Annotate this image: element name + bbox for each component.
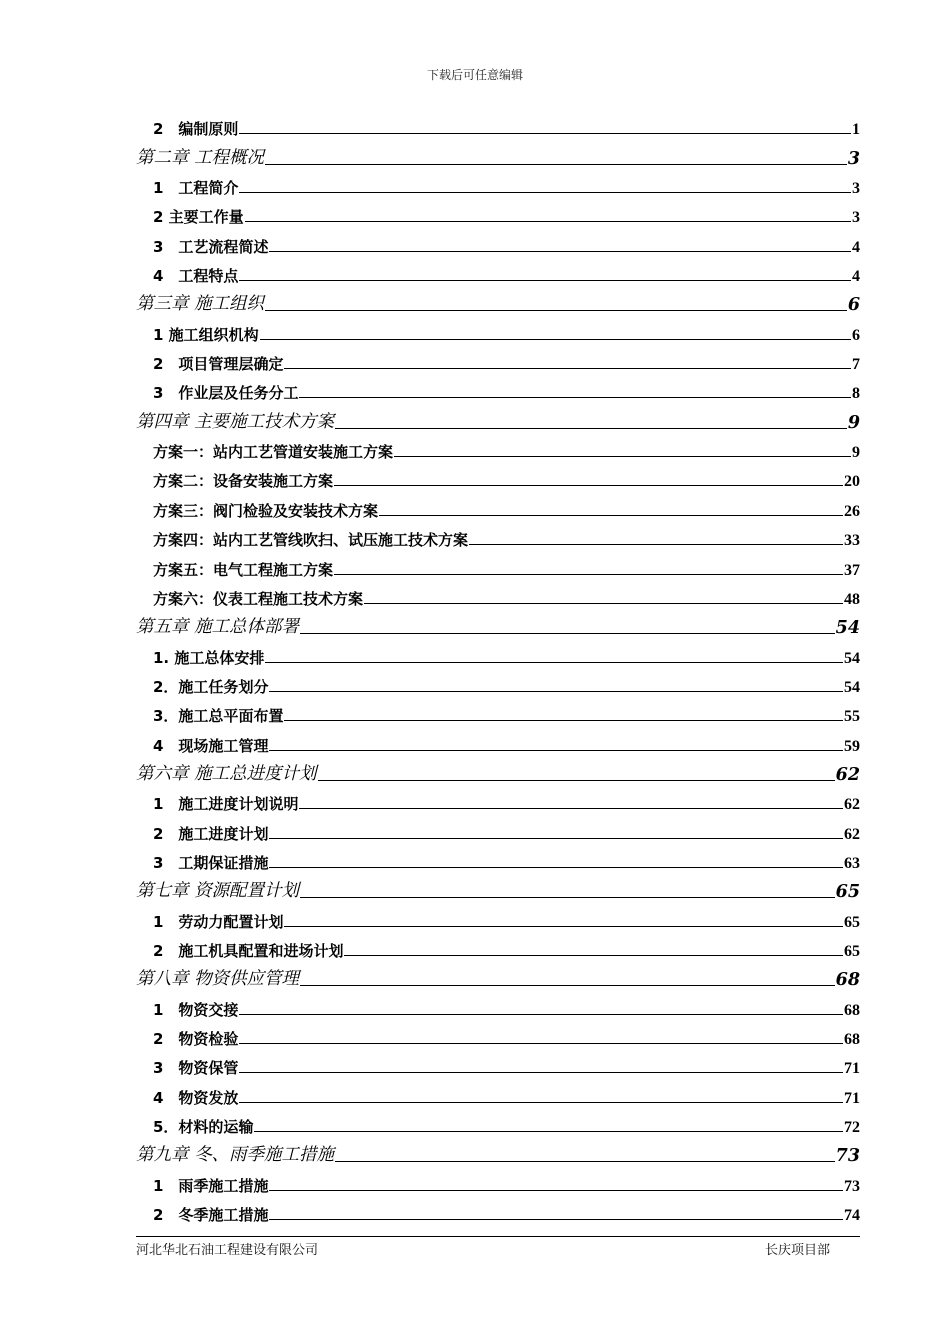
toc-page-number: 4 [852, 268, 860, 286]
toc-leader-line [269, 691, 843, 692]
toc-entry-title: 2 施工进度计划 [153, 824, 269, 843]
toc-leader-line [284, 720, 843, 721]
toc-leader-line [269, 251, 851, 252]
toc-leader-line [239, 1102, 843, 1103]
toc-entry-title: 第三章 施工组织 [136, 294, 265, 315]
toc-page-number: 33 [844, 532, 860, 550]
toc-page-number: 54 [844, 649, 860, 667]
toc-page-number: 71 [844, 1089, 860, 1107]
toc-section-entry[interactable] [136, 844, 860, 873]
toc-entry-title: 1 雨季施工措施 [153, 1176, 269, 1195]
toc-leader-line [260, 339, 851, 340]
toc-entry-title: 2 物资检验 [153, 1030, 239, 1048]
toc-leader-line [239, 1043, 843, 1044]
page-footer [136, 1239, 860, 1258]
toc-page-number: 74 [844, 1207, 860, 1225]
toc-entry-title: 5．材料的运输 [153, 1118, 254, 1137]
toc-section-entry[interactable] [136, 110, 860, 139]
toc-entry-title: 第九章 冬、雨季施工措施 [136, 1145, 335, 1166]
toc-page-number: 63 [844, 854, 860, 872]
toc-entry-title: 2 主要工作量 [153, 208, 244, 227]
toc-leader-line [254, 1131, 843, 1132]
toc-leader-line [394, 456, 851, 457]
toc-leader-line [239, 1014, 843, 1015]
toc-entry-title: 方案三：阀门检验及安装技术方案 [153, 501, 379, 520]
toc-section-entry[interactable] [136, 726, 860, 755]
toc-section-entry[interactable] [136, 550, 860, 579]
toc-entry-title: 方案一：站内工艺管道安装施工方案 [153, 443, 394, 462]
toc-chapter-entry[interactable] [136, 403, 860, 432]
toc-page-number: 65 [835, 882, 860, 903]
toc-section-entry[interactable] [136, 990, 860, 1019]
toc-page-number: 48 [844, 590, 860, 608]
toc-page-number: 72 [844, 1119, 860, 1137]
toc-section-entry[interactable] [136, 785, 860, 814]
toc-leader-line [269, 750, 843, 751]
toc-entry-title: 1 工程简介 [153, 179, 239, 198]
toc-entry-title: 方案五：电气工程施工方案 [153, 560, 334, 579]
toc-section-entry[interactable] [136, 169, 860, 198]
toc-page-number: 65 [844, 913, 860, 931]
toc-entry-title: 3．施工总平面布置 [153, 707, 284, 726]
toc-page-number: 71 [844, 1060, 860, 1078]
toc-leader-line [284, 368, 851, 369]
toc-section-entry[interactable] [136, 1020, 860, 1049]
toc-page-number: 68 [844, 1031, 860, 1048]
toc-page-number: 59 [844, 737, 860, 755]
toc-page-number: 73 [844, 1177, 860, 1195]
toc-page-number: 3 [852, 209, 860, 227]
toc-entry-title: 方案四：站内工艺管线吹扫、试压施工技术方案 [153, 531, 469, 550]
toc-page-number: 62 [844, 796, 860, 814]
toc-section-entry[interactable] [136, 1078, 860, 1107]
toc-leader-line [364, 603, 843, 604]
toc-leader-line [299, 808, 843, 809]
toc-leader-line [334, 574, 843, 575]
toc-entry-title: 第七章 资源配置计划 [136, 881, 300, 902]
toc-page-number: 8 [852, 385, 860, 403]
footer-company: 河北华北石油工程建设有限公司 [136, 1243, 319, 1258]
toc-section-entry[interactable] [136, 1108, 860, 1137]
toc-entry-title: 2．施工任务划分 [153, 677, 269, 696]
toc-entry-title: 第五章 施工总体部署 [136, 617, 300, 638]
toc-entry-title: 4 现场施工管理 [153, 736, 269, 755]
toc-entry-title: 方案二：设备安装施工方案 [153, 472, 334, 491]
toc-section-entry[interactable] [136, 697, 860, 726]
toc-page-number: 37 [844, 561, 860, 579]
toc-page-number: 26 [844, 502, 860, 520]
toc-leader-line [265, 310, 847, 311]
toc-section-entry[interactable] [136, 315, 860, 344]
page-header: 下载后可任意编辑 [426, 68, 523, 82]
toc-leader-line [344, 955, 843, 956]
toc-entry-title: 3 作业层及任务分工 [153, 384, 299, 403]
toc-leader-line [245, 221, 851, 222]
toc-leader-line [284, 926, 843, 927]
toc-chapter-entry[interactable] [136, 609, 860, 638]
toc-section-entry[interactable] [136, 1166, 860, 1195]
toc-entry-title: 2 编制原则 [153, 120, 239, 139]
toc-section-entry[interactable] [136, 638, 860, 667]
toc-leader-line [318, 780, 835, 781]
toc-section-entry[interactable] [136, 374, 860, 403]
toc-page-number: 65 [844, 942, 860, 960]
toc-page-number: 1 [852, 121, 860, 139]
toc-entry-title: 第八章 物资供应管理 [136, 969, 300, 990]
toc-leader-line [269, 867, 843, 868]
toc-section-entry[interactable] [136, 1049, 860, 1078]
toc-leader-line [300, 897, 835, 898]
toc-leader-line [469, 544, 843, 545]
toc-entry-title: 1 施工组织机构 [153, 325, 259, 344]
toc-chapter-entry[interactable] [136, 1137, 860, 1166]
toc-entry-title: 1 施工进度计划说明 [153, 795, 299, 814]
toc-page-number: 68 [835, 970, 860, 991]
toc-page-number: 62 [844, 825, 860, 843]
toc-section-entry[interactable] [136, 902, 860, 931]
toc-section-entry[interactable] [136, 345, 860, 374]
toc-entry-title: 1 劳动力配置计划 [153, 912, 284, 931]
toc-page-number: 6 [852, 326, 860, 344]
toc-entry-title: 2 施工机具配置和进场计划 [153, 941, 344, 960]
toc-chapter-entry[interactable] [136, 139, 860, 168]
toc-section-entry[interactable] [136, 1196, 860, 1225]
toc-page-number: 3 [847, 148, 860, 169]
toc-section-entry[interactable] [136, 257, 860, 286]
toc-page-number: 62 [835, 764, 860, 785]
toc-entry-title: 4 物资发放 [153, 1088, 239, 1107]
toc-leader-line [265, 164, 847, 165]
toc-section-entry[interactable] [136, 227, 860, 256]
toc-chapter-entry[interactable] [136, 961, 860, 990]
toc-leader-line [239, 1072, 843, 1073]
toc-page-number: 9 [847, 412, 860, 433]
toc-entry-title: 1 物资交接 [153, 1000, 239, 1019]
toc-entry-title: 2 冬季施工措施 [153, 1206, 269, 1225]
toc-leader-line [335, 1161, 835, 1162]
toc-entry-title: 3 工期保证措施 [153, 853, 269, 872]
toc-leader-line [269, 1219, 843, 1220]
toc-leader-line [239, 280, 851, 281]
toc-section-entry[interactable] [136, 932, 860, 961]
toc-entry-title: 2 项目管理层确定 [153, 355, 284, 374]
toc-section-entry[interactable] [136, 491, 860, 520]
toc-page-number: 4 [852, 238, 860, 256]
toc-page-number: 9 [852, 444, 860, 462]
toc-section-entry[interactable] [136, 580, 860, 609]
toc-leader-line [269, 1190, 843, 1191]
toc-section-entry[interactable] [136, 521, 860, 550]
toc-entry-title: 1. 施工总体安排 [153, 648, 265, 667]
toc-leader-line [239, 192, 851, 193]
toc-section-entry[interactable] [136, 198, 860, 227]
toc-page-number: 54 [844, 678, 860, 696]
toc-page-number: 7 [852, 356, 860, 374]
toc-entry-title: 3 工艺流程简述 [153, 237, 269, 256]
toc-leader-line [269, 838, 843, 839]
toc-section-entry[interactable] [136, 814, 860, 843]
toc-chapter-entry[interactable] [136, 286, 860, 315]
toc-leader-line [379, 515, 843, 516]
toc-entry-title: 4 工程特点 [153, 267, 239, 286]
toc-chapter-entry[interactable] [136, 756, 860, 785]
toc-leader-line [265, 662, 843, 663]
toc-chapter-entry[interactable] [136, 873, 860, 902]
table-of-contents [136, 110, 860, 1225]
toc-entry-title: 第六章 施工总进度计划 [136, 763, 317, 784]
toc-page-number: 54 [835, 618, 860, 639]
toc-leader-line [334, 485, 843, 486]
toc-entry-title: 第二章 工程概况 [136, 147, 265, 168]
toc-page-number: 73 [835, 1146, 860, 1167]
toc-page-number: 3 [852, 180, 860, 198]
toc-entry-title: 3 物资保管 [153, 1059, 239, 1078]
toc-leader-line [300, 985, 835, 986]
toc-page-number: 55 [844, 708, 860, 726]
toc-leader-line [335, 428, 847, 429]
toc-section-entry[interactable] [136, 433, 860, 462]
toc-page-number: 68 [844, 1001, 860, 1019]
footer-divider [136, 1236, 860, 1237]
toc-leader-line [239, 133, 851, 134]
footer-department: 长庆项目部 [764, 1243, 830, 1258]
toc-section-entry[interactable] [136, 462, 860, 491]
toc-section-entry[interactable] [136, 668, 860, 697]
toc-entry-title: 方案六：仪表工程施工技术方案 [153, 589, 364, 608]
toc-leader-line [299, 397, 851, 398]
toc-entry-title: 第四章 主要施工技术方案 [136, 411, 335, 432]
toc-leader-line [300, 633, 835, 634]
toc-page-number: 6 [847, 295, 860, 316]
toc-page-number: 20 [844, 473, 860, 491]
